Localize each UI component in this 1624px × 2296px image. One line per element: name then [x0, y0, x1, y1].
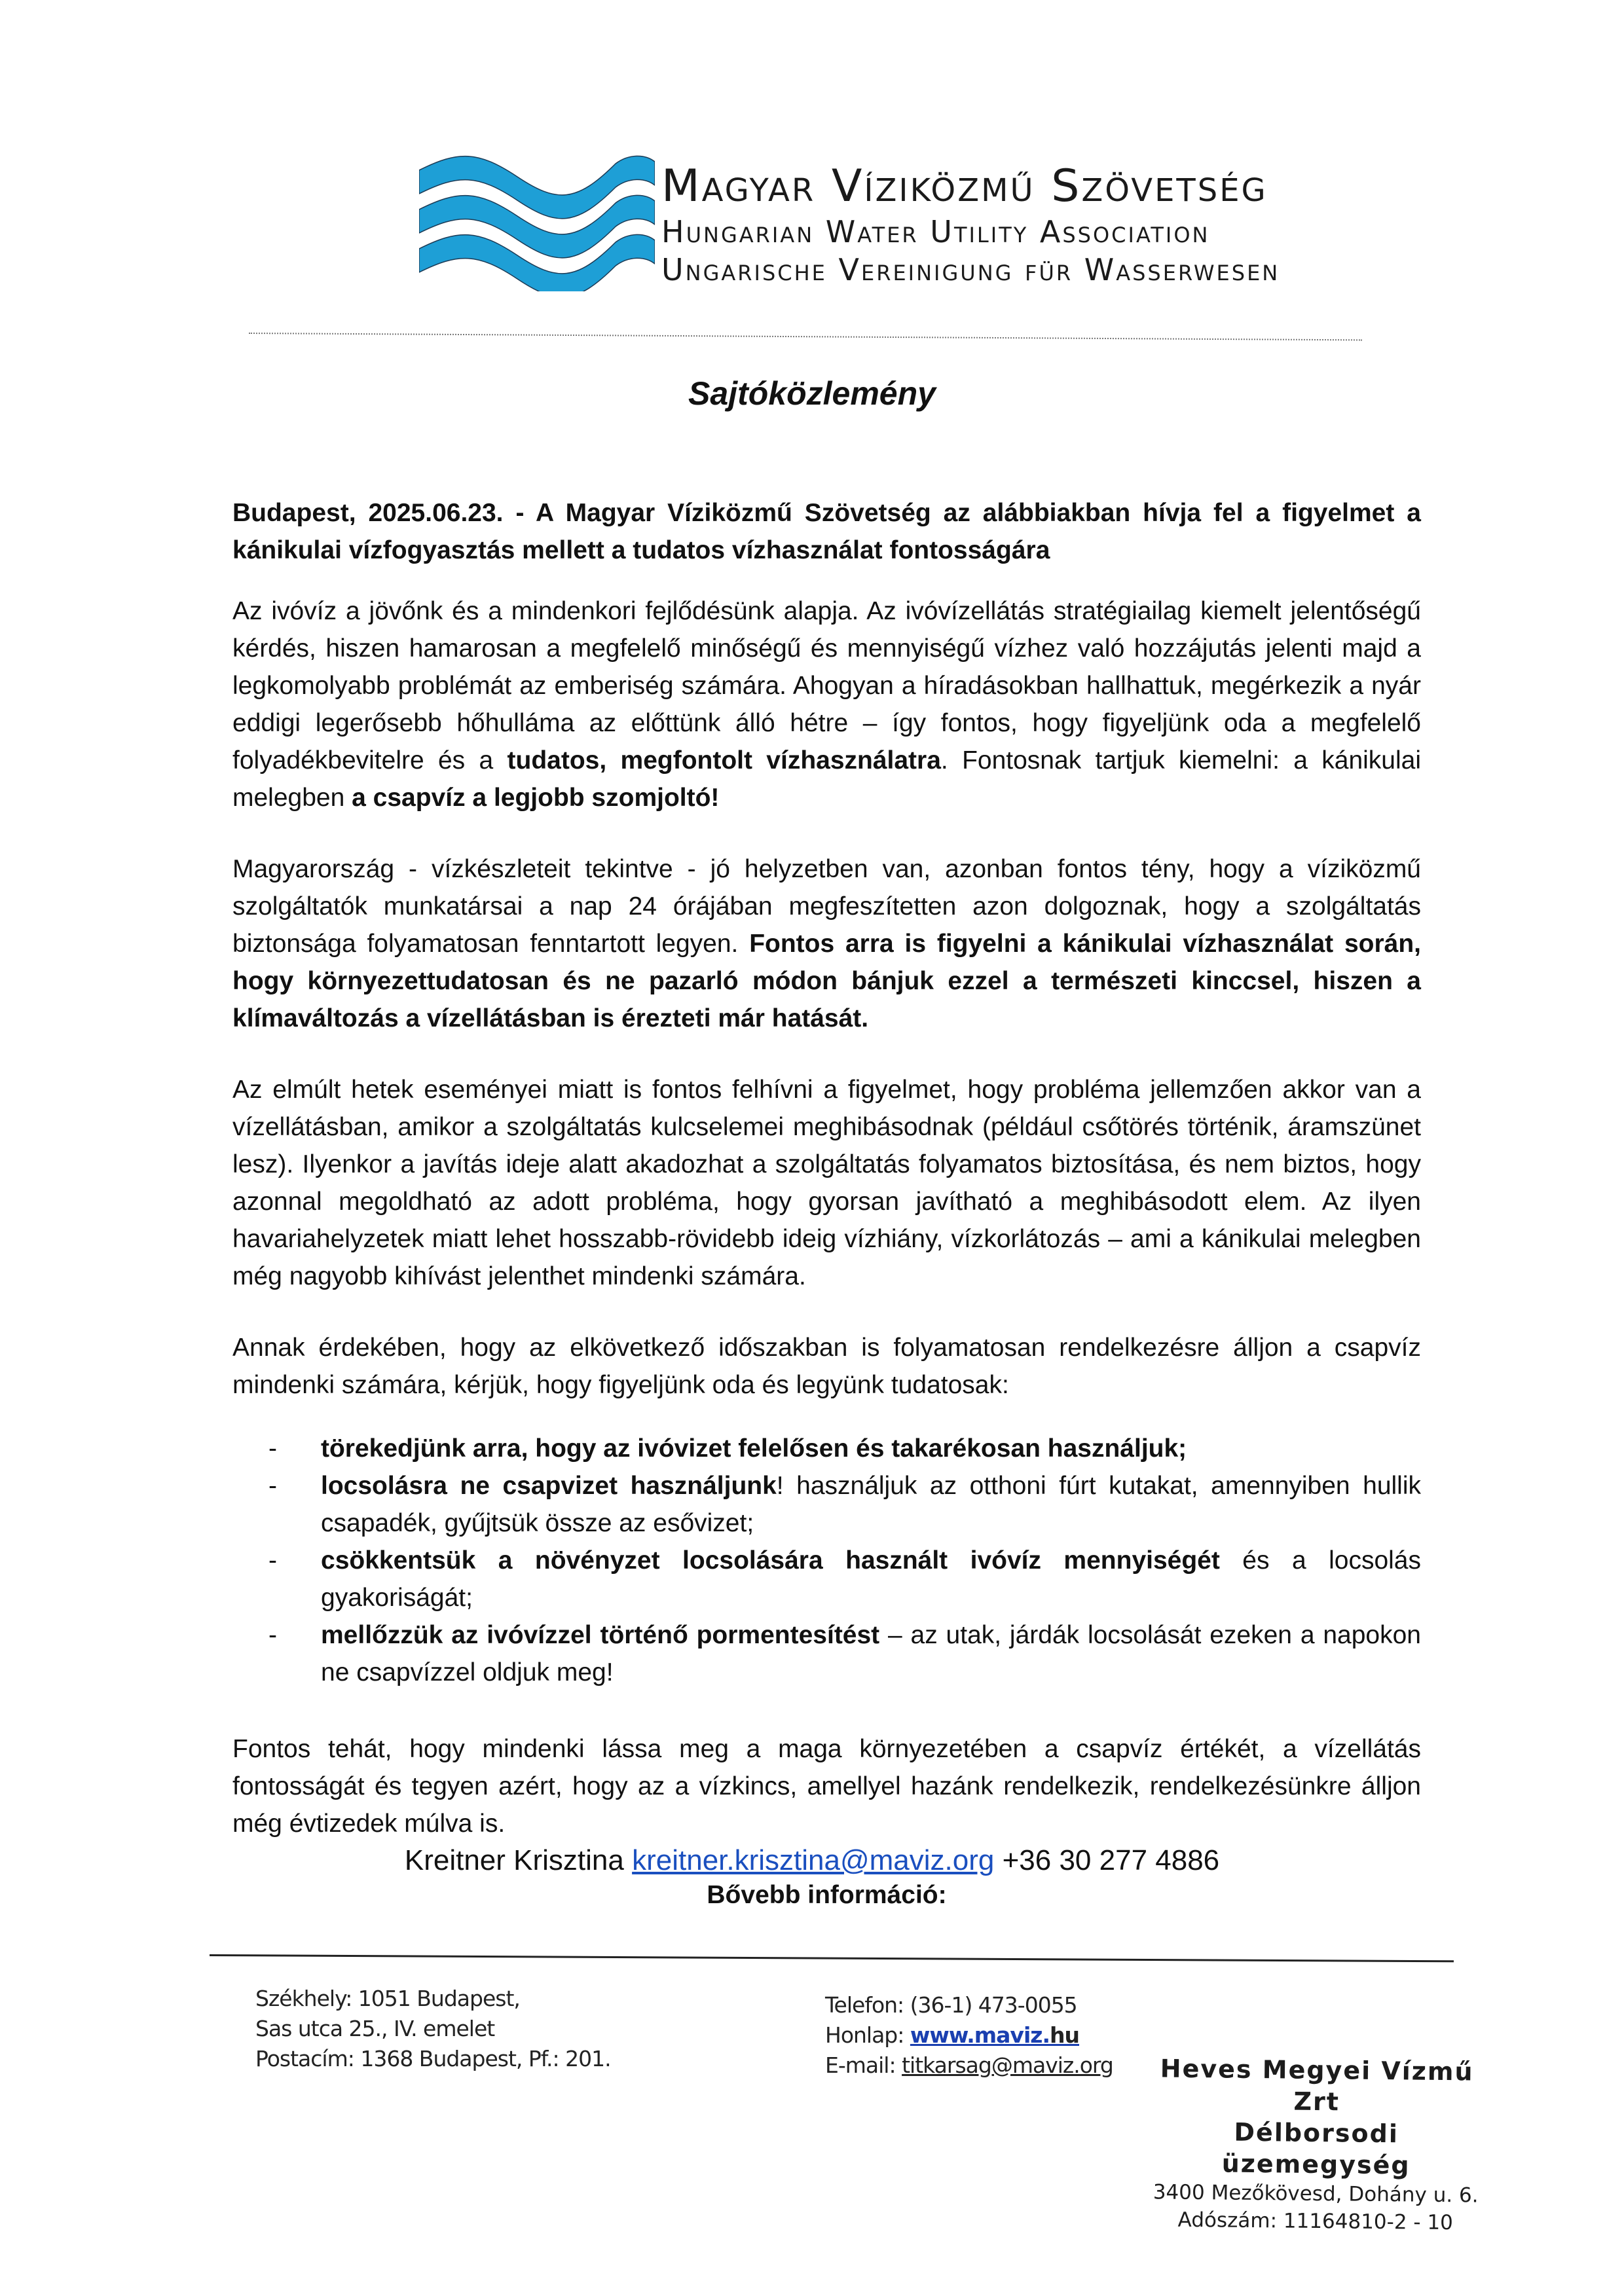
list-item: [232, 1542, 1421, 1616]
company-stamp: [1139, 2052, 1494, 2237]
footer-email-link[interactable]: titkarsag@maviz.org: [902, 2052, 1113, 2078]
stamp-unit: Délborsodi üzemegység: [1221, 2117, 1411, 2180]
footer-website-link[interactable]: [910, 2022, 1079, 2048]
stamp-company: Heves Megyei Vízmű Zrt: [1160, 2054, 1474, 2117]
footer-phone-row: [825, 1990, 1113, 2020]
footer-phone-label: Telefon:: [825, 1992, 904, 2018]
list-item: [232, 1467, 1421, 1542]
stamp-address: 3400 Mezőkövesd, Dohány u. 6.: [1153, 2180, 1479, 2208]
contact-name: Kreitner Krisztina: [404, 1844, 624, 1876]
paragraph-2-text: Magyarország - vízkészleteit tekintve - jó helyzetben van, azonban fontos tény, hogy a víziközmű szolgáltatók munkatársai a nap 24 órájában megfeszítetten azon dolgoznak, hogy a szolgáltatás biztonsága folyamatosan fenntartott legyen.: [232, 855, 1421, 958]
contact-phone: +36 30 277 4886: [1002, 1844, 1220, 1876]
paragraph-5: Fontos tehát, hogy mindenki lássa meg a maga környezetében a csapvíz értékét, a vízellátás fontosságát és tegyen azért, hogy az a vízkincs, amellyel hazánk rendelkezik, rendelkezésünkre álljon még évtizedek múlva is.: [232, 1735, 1421, 1838]
header-divider: [249, 333, 1362, 340]
list-item-emphasis: törekedjünk arra, hogy az ivóvizet felelősen és takarékosan használjuk;: [321, 1434, 1187, 1463]
list-item-text: – az utak, járdák locsolását ezeken a napokon ne csapvízzel oldjuk meg!: [321, 1621, 1421, 1686]
paragraph-2-emphasis: Fontos arra is figyelni a kánikulai vízhasználat során, hogy környezettudatosan és ne pazarló módon bánjuk ezzel a természeti kinccsel, hiszen a klímaváltozás a vízellátásban is érezteti már hatását.: [232, 930, 1421, 1032]
press-release-body: [232, 494, 1421, 1914]
bullet-dash: -: [268, 1472, 277, 1500]
lead-paragraph: Budapest, 2025.06.23. - A Magyar Víziközmű Szövetség az alábbiakban hívja fel a figyelmet a kánikulai vízfogyasztás mellett a tudatos vízhasználat fontosságára: [232, 499, 1421, 564]
recommendations-list: [232, 1430, 1421, 1691]
contact-email-link[interactable]: kreitner.krisztina@maviz.org: [632, 1844, 995, 1876]
org-name-hu: Magyar Víziközmű Szövetség: [661, 160, 1268, 212]
list-item: [232, 1430, 1421, 1467]
list-item-emphasis: mellőzzük az ivóvízzel történő pormentesítést: [321, 1621, 880, 1649]
footer-address: [255, 1984, 611, 2074]
list-item-text: és a locsolás gyakoriságát;: [321, 1546, 1421, 1612]
contact-line: [0, 1841, 1624, 1880]
footer-website-suffix: hu: [1050, 2022, 1079, 2048]
footer-divider: [210, 1954, 1454, 1962]
list-item-emphasis: csökkentsük a növényzet locsolására használt ivóvíz mennyiségét: [321, 1546, 1220, 1575]
paragraph-3: Az elmúlt hetek eseményei miatt is fontos felhívni a figyelmet, hogy probléma jellemzően akkor van a vízellátásban, amikor a szolgáltatás kulcselemei meghibásodnak (például csőtörés történik, áramszünet lesz). Ilyenkor a javítás ideje alatt akadozhat a szolgáltatás folyamatos biztosítása, és nem biztos, hogy azonnal megoldható az adott probléma, hogy gyorsan javítható a meghibásodott elem. Az ilyen havariahelyzetek miatt lehet hosszabb-rövidebb ideig vízhiány, vízkorlátozás – ami a kánikulai melegben még nagyobb kihívást jelenthet mindenki számára.: [232, 1076, 1421, 1290]
bullet-dash: -: [268, 1546, 277, 1575]
paragraph-4: Annak érdekében, hogy az elkövetkező időszakban is folyamatosan rendelkezésre álljon a csapvíz mindenki számára, kérjük, hogy figyeljünk oda és legyünk tudatosak:: [232, 1334, 1421, 1399]
water-waves-icon: [419, 154, 655, 291]
footer-postal-address: Postacím: 1368 Budapest, Pf.: 201.: [255, 2046, 611, 2071]
footer-website-link-text: www.maviz.: [910, 2022, 1050, 2048]
list-item-text: ! használjuk az otthoni fúrt kutakat, amennyiben hullik csapadék, gyűjtsük össze az esővizet;: [321, 1472, 1422, 1537]
org-logo: [419, 154, 1303, 318]
paragraph-1: [232, 592, 1421, 816]
footer-phone: (36-1) 473-0055: [910, 1992, 1077, 2018]
footer-headquarters: Székhely: 1051 Budapest,: [255, 1986, 520, 2011]
footer-contacts: [825, 1990, 1113, 2081]
org-name-block: [661, 160, 1280, 289]
paragraph-1-emphasis-b: a csapvíz a legjobb szomjoltó!: [352, 784, 720, 812]
document-title: Sajtóközlemény: [688, 375, 936, 412]
footer-email-row: [825, 2050, 1113, 2081]
bullet-dash: -: [268, 1434, 277, 1463]
list-item: [232, 1616, 1421, 1691]
paragraph-1-text-b: . Fontosnak tartjuk kiemelni: a kánikulai melegben: [232, 746, 1422, 812]
list-item-emphasis: locsolásra ne csapvizet használjunk: [321, 1472, 777, 1500]
stamp-tax-number: Adószám: 11164810-2 - 10: [1177, 2208, 1454, 2235]
org-name-en: Hungarian Water Utility Association: [661, 214, 1210, 249]
paragraph-2: [232, 850, 1421, 1037]
bullet-dash: -: [268, 1621, 277, 1649]
paragraph-1-text-a: Az ivóvíz a jövőnk és a mindenkori fejlődésünk alapja. Az ivóvízellátás stratégiailag kiemelt jelentőségű kérdés, hiszen hamarosan a megfelelő minőségű és mennyiségű vízhez való hozzájutás jelenti majd a legkomolyabb problémát az emberiség számára. Ahogyan a híradásokban hallhattuk, megérkezik a nyár eddigi legerősebb hőhulláma az előttünk álló hétre – így fontos, hogy figyeljünk oda a megfelelő folyadékbevitelre és a: [232, 597, 1421, 774]
footer-web-row: [825, 2020, 1113, 2050]
footer-street: Sas utca 25., IV. emelet: [255, 2016, 495, 2041]
footer-web-label: Honlap:: [825, 2022, 904, 2048]
paragraph-1-emphasis-a: tudatos, megfontolt vízhasználatra: [507, 746, 941, 774]
org-name-de: Ungarische Vereinigung für Wasserwesen: [661, 252, 1280, 287]
footer-email-label: E-mail:: [825, 2052, 896, 2078]
more-info-heading: Bővebb információ:: [707, 1881, 947, 1909]
